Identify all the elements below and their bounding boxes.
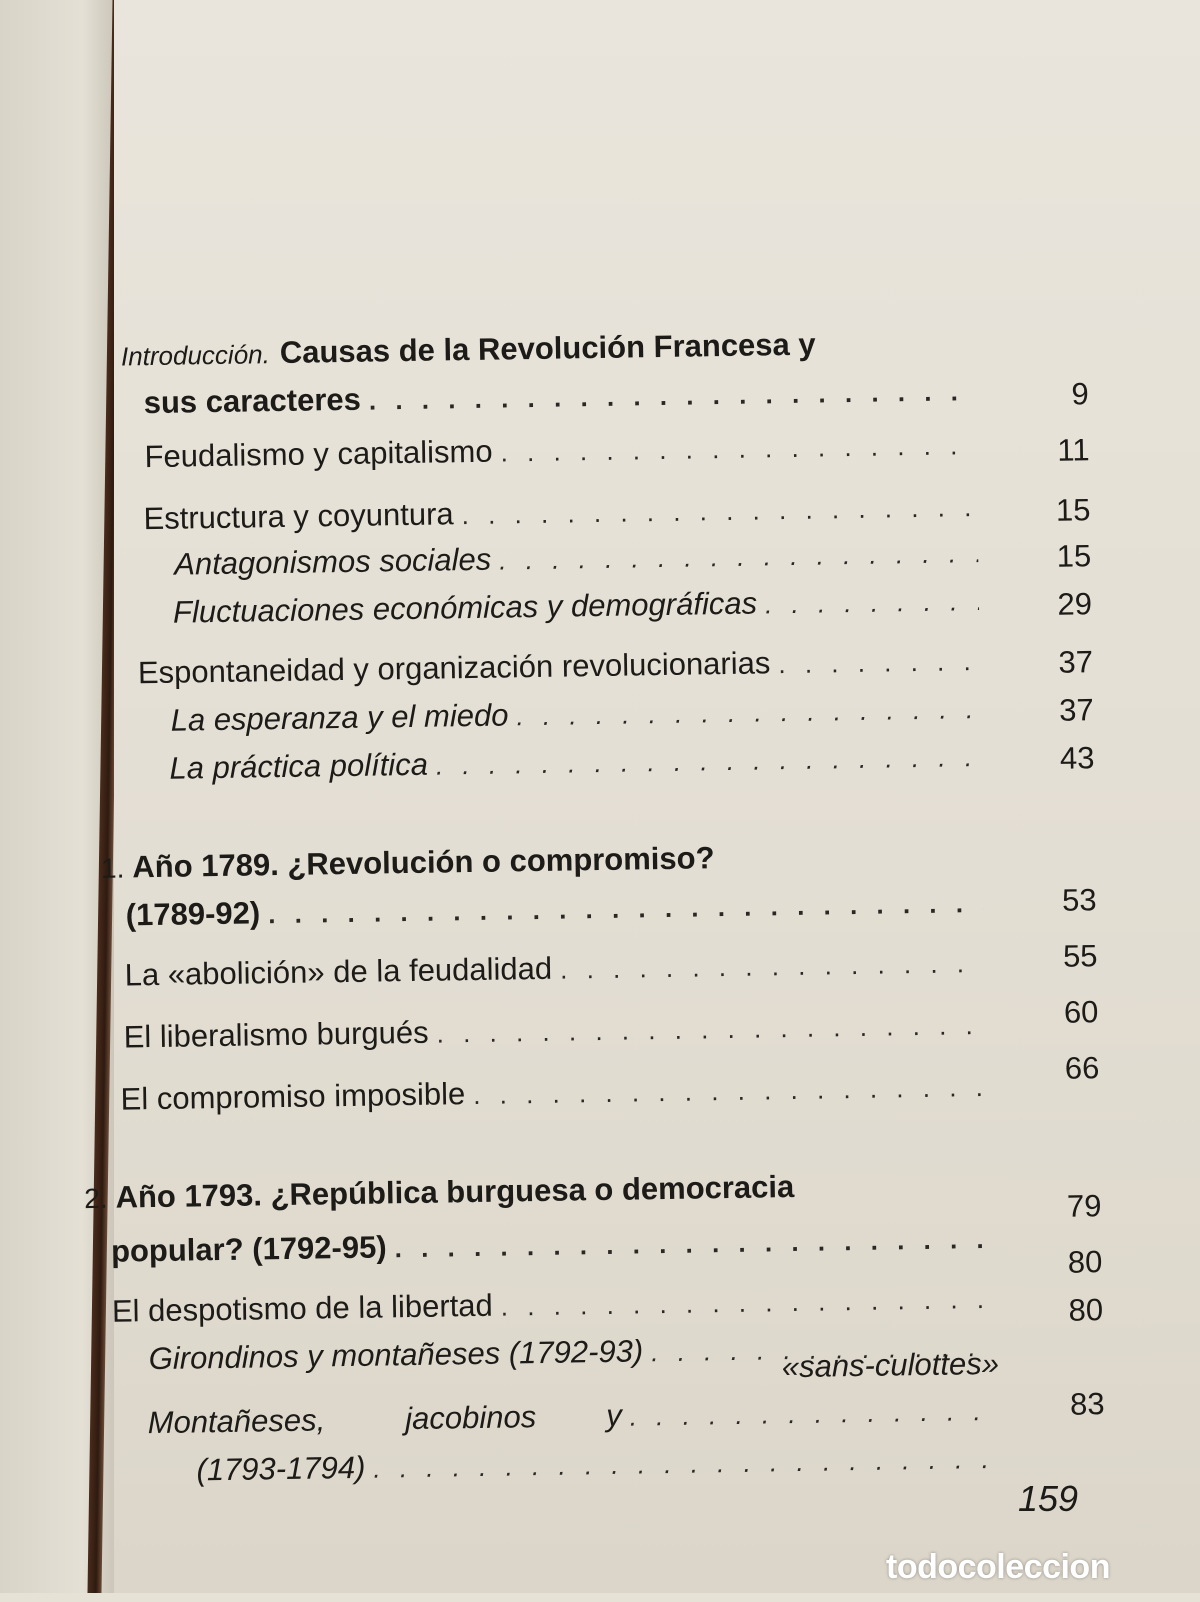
toc-entry [144,426,984,475]
toc-page-number: 55 [1062,938,1098,974]
toc-heading-text: sus caracteres [143,381,362,421]
leader-dots [473,1072,987,1111]
toc-page-number: 79 [1066,1188,1102,1224]
toc-heading-intro-line2 [143,372,983,421]
toc-entry-text: El liberalismo burgués [123,1014,429,1055]
toc-entry [124,944,992,994]
toc-entry [123,1006,993,1056]
toc-entry [120,1068,994,1118]
leader-dots [373,1444,993,1485]
leader-dots [461,492,977,531]
toc-page-number: 66 [1064,1050,1100,1086]
leader-dots [394,1224,989,1264]
toc-entry [112,1280,998,1330]
toc-page-number: 11 [1057,432,1090,468]
leader-dots [765,586,979,620]
toc-entry-text: El compromiso imposible [120,1076,466,1117]
toc-heading-chapter-1 [101,836,991,886]
toc-prefix: Introducción. [120,339,271,372]
leader-dots [516,694,981,732]
toc-page-number: 83 [1069,1386,1105,1422]
toc-heading-chapter-2-line2 [111,1220,997,1270]
leader-dots [436,742,982,782]
toc-subentry-line3 [196,1440,1000,1489]
toc-subentry [170,690,988,739]
toc-page-number: 80 [1067,1244,1103,1280]
toc-entry [143,488,985,537]
toc-heading-chapter-2 [84,1166,996,1216]
toc-subentry [169,738,989,787]
toc-prefix: 1. [100,852,125,884]
toc-entry-text: jacobinos [404,1399,537,1437]
leader-dots [500,430,976,468]
toc-page-number: 29 [1057,586,1093,622]
toc-entry-text: y [605,1397,622,1433]
toc-page-number: 53 [1061,882,1097,918]
toc-entry-text: La «abolición» de la feudalidad [124,950,553,993]
leader-dots [499,538,978,577]
toc-subentry [174,534,986,583]
toc-entry-text: Estructura y coyuntura [143,496,454,537]
toc-entry-text: Antagonismos sociales [173,541,492,582]
leader-dots [268,888,984,930]
leader-dots [629,1396,991,1433]
toc-page-number: 60 [1063,994,1099,1030]
toc-entry-text: La esperanza y el miedo [170,697,509,738]
toc-page-number: 80 [1068,1292,1104,1328]
toc-page-number: 43 [1059,740,1095,776]
toc-heading-text: (1789-92) [125,895,261,933]
toc-page-number: 9 [1071,376,1089,412]
toc-entry-text: Girondinos y montañeses (1792-93) [148,1333,644,1377]
toc-entry-text: Montañeses, [147,1402,326,1441]
watermark-logo: todocoleccion [886,1548,1110,1586]
toc-heading-text: Causas de la Revolución Francesa y [279,326,816,370]
leader-dots [501,1284,991,1323]
page-number: 159 [1018,1478,1079,1519]
toc-heading-text: Año 1793. ¿República burguesa o democracia [115,1168,795,1215]
toc-entry-text: (1793-1794) [196,1449,366,1488]
toc-subentry [173,582,987,631]
toc-entry-text: Feudalismo y capitalismo [144,433,493,475]
toc-entry [138,642,988,691]
leader-dots [560,948,985,986]
toc-page-number: 15 [1055,492,1091,528]
leader-dots [369,376,976,417]
toc-page-number: 37 [1058,644,1094,680]
toc-heading-chapter-1-line2 [125,884,991,934]
toc-page-number: 15 [1056,538,1092,574]
toc-heading-text: popular? (1792-95) [110,1229,387,1269]
toc-subentry-fragment: «sans-culottes» [781,1345,1000,1385]
toc-heading-intro [121,324,1001,374]
toc-entry-text: La práctica política [169,746,429,786]
toc-subentry [147,1392,999,1441]
toc-prefix: 2. [83,1182,108,1215]
toc-page-number: 37 [1058,692,1094,728]
leader-dots [436,1010,985,1050]
toc-heading-text: Año 1789. ¿Revolución o compromiso? [132,840,715,885]
toc-entry-text: El despotismo de la libertad [111,1287,494,1329]
toc-entry-text: Espontaneidad y organización revolucionarias [137,645,771,691]
leader-dots [778,646,980,680]
toc-entry-text: Fluctuaciones económicas y demográficas [172,585,758,630]
